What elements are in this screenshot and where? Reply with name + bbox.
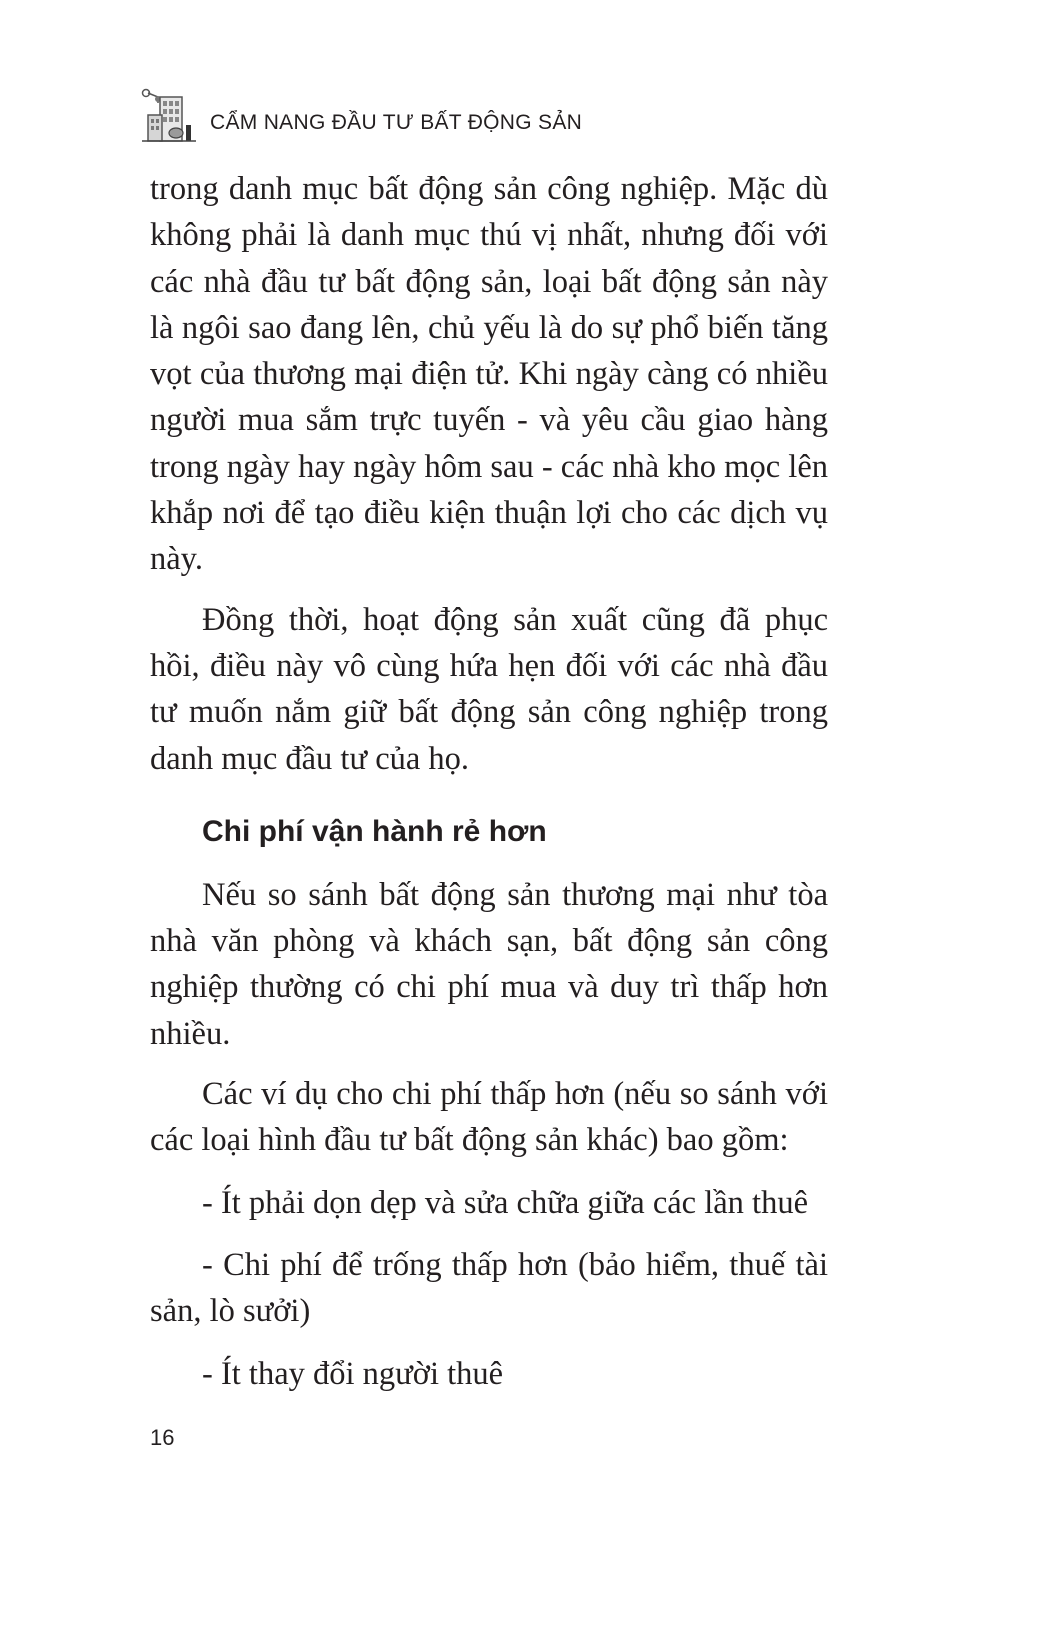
buildings-icon [138, 85, 200, 143]
page-number: 16 [150, 1425, 175, 1450]
section-heading: Chi phí vận hành rẻ hơn [202, 814, 547, 848]
paragraph-1: trong danh mục bất động sản công nghiệp. Mặc dù không phải là danh mục thú vị nhất, nhưng đối với các nhà đầu tư bất động sản, loại bất động sản này là ngôi sao đang lên, chủ yếu là do sự phổ biến tăng vọt của thương mại điện tử. Khi ngày càng có nhiều người mua sắm trực tuyến - và yêu cầu giao hàng trong ngày hay ngày hôm sau - các nhà kho mọc lên khắp nơi để tạo điều kiện thuận lợi cho các dịch vụ này. [150, 171, 828, 578]
paragraph-3: Nếu so sánh bất động sản thương mại như tòa nhà văn phòng và khách sạn, bất động sản công nghiệp thường có chi phí mua và duy trì thấp hơn nhiều. [150, 876, 828, 1052]
list-item: - Chi phí để trống thấp hơn (bảo hiểm, thuế tài sản, lò sưởi) [150, 1246, 828, 1330]
paragraph-2: Đồng thời, hoạt động sản xuất cũng đã phục hồi, điều này vô cùng hứa hẹn đối với các nhà đầu tư muốn nắm giữ bất động sản công nghiệp trong danh mục đầu tư của họ. [150, 601, 828, 777]
list-item: - Ít phải dọn dẹp và sửa chữa giữa các lần thuê [202, 1184, 809, 1221]
book-title: CẨM NANG ĐẦU TƯ BẤT ĐỘNG SẢN [210, 111, 583, 134]
paragraph-4: Các ví dụ cho chi phí thấp hơn (nếu so sánh với các loại hình đầu tư bất động sản khác) bao gồm: [150, 1076, 828, 1159]
page-body [150, 166, 828, 1397]
list-item: - Ít thay đổi người thuê [202, 1355, 504, 1392]
running-header [138, 84, 582, 144]
